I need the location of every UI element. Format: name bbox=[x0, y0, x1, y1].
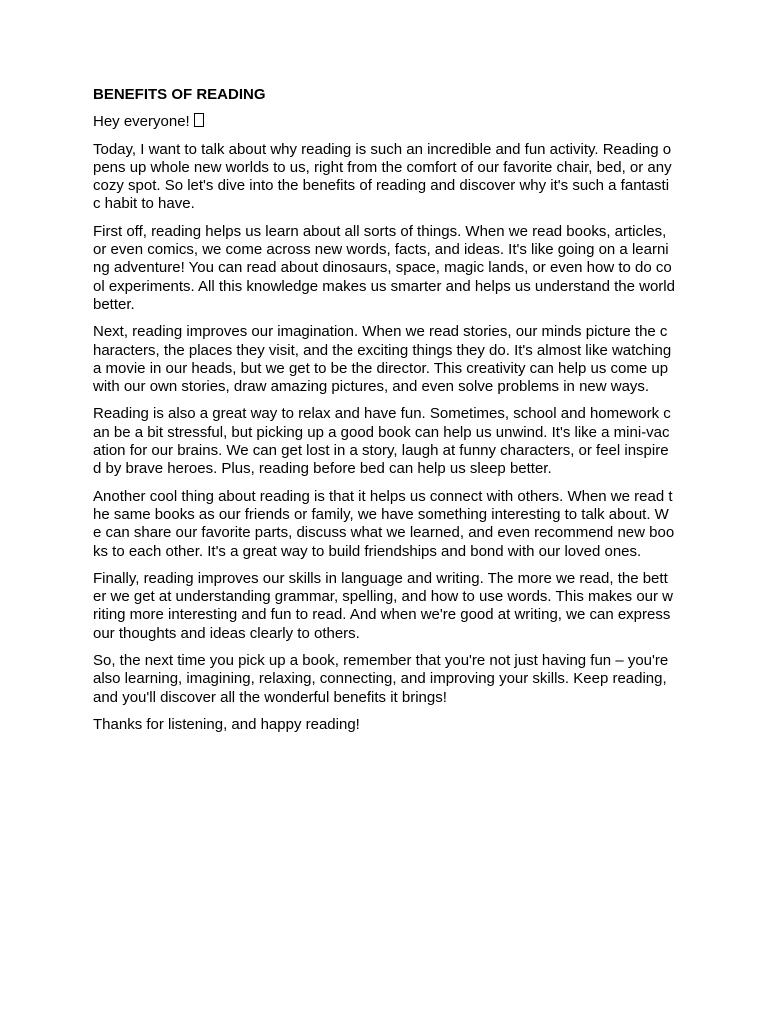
paragraph-imagination: Next, reading improves our imagination. When we read stories, our minds picture the characters, the places they visit, and the exciting things they do. It's almost like watching a movie in our heads, but we get to be the director. This creativity can help us come up with our own stories, draw amazing pictures, and even solve problems in new ways. bbox=[93, 323, 672, 396]
paragraph-connect: Another cool thing about reading is that it helps us connect with others. When we read the same books as our friends or family, we have something interesting to talk about. We can share our favorite parts, discuss what we learned, and even recommend new books to each other. It's a great way to build friendships and bond with our loved ones. bbox=[93, 487, 675, 560]
document-title: BENEFITS OF READING bbox=[93, 86, 266, 103]
paragraph-thanks: Thanks for listening, and happy reading! bbox=[93, 715, 360, 733]
paragraph-relax: Reading is also a great way to relax and have fun. Sometimes, school and homework can be a bit stressful, but picking up a good book can help us unwind. It's like a mini-vacation for our brains. We can get lost in a story, laugh at funny characters, or feel inspired by brave heroes. Plus, reading before bed can help us sleep better. bbox=[93, 405, 671, 478]
paragraph-learning: First off, reading helps us learn about all sorts of things. When we read books, articles, or even comics, we come across new words, facts, and ideas. It's like going on a learning adventure! You can read about dinosaurs, space, magic lands, or even how to do cool experiments. All this knowledge makes us smarter and helps us understand the world better. bbox=[93, 222, 675, 313]
document-page bbox=[93, 86, 675, 743]
greeting-text: Hey everyone! bbox=[93, 113, 190, 131]
missing-glyph-icon bbox=[194, 113, 204, 127]
paragraph-intro: Today, I want to talk about why reading is such an incredible and fun activity. Reading opens up whole new worlds to us, right from the comfort of our favorite chair, bed, or any cozy spot. So let's dive into the benefits of reading and discover why it's such a fantastic habit to have. bbox=[93, 140, 672, 213]
paragraph-conclusion: So, the next time you pick up a book, remember that you're not just having fun – you're also learning, imagining, relaxing, connecting, and improving your skills. Keep reading, and you'll discover all the wonderful benefits it brings! bbox=[93, 652, 669, 706]
greeting-line bbox=[93, 113, 675, 131]
paragraph-language: Finally, reading improves our skills in language and writing. The more we read, the better we get at understanding grammar, spelling, and how to use words. This makes our writing more interesting and fun to read. And when we're good at writing, we can express our thoughts and ideas clearly to others. bbox=[93, 569, 674, 642]
